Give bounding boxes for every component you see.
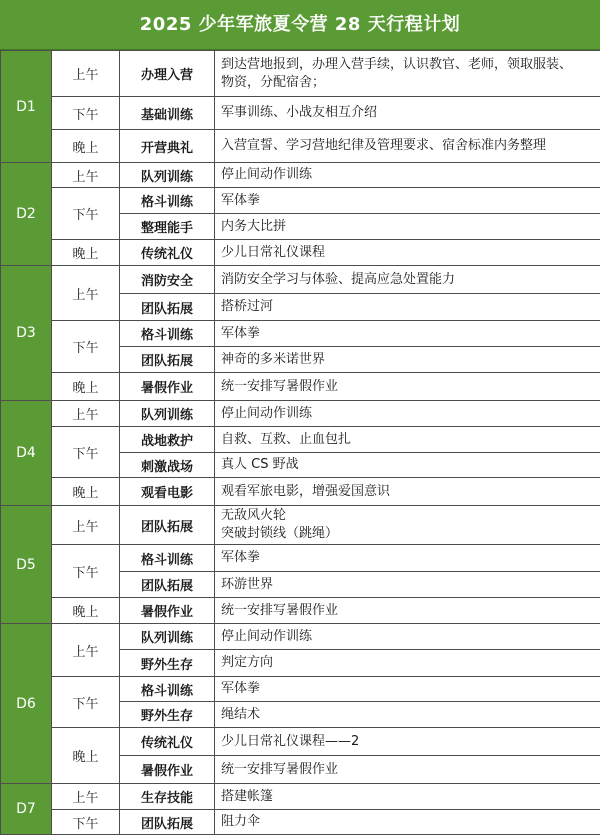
- day-label: D7: [1, 784, 52, 835]
- description-line: 入营宣誓、学习营地纪律及管理要求、宿舍标准内务整理: [221, 137, 596, 155]
- activity-description: [215, 97, 600, 130]
- table-row: [1, 373, 600, 401]
- description-line: 无敌风火轮: [221, 507, 596, 525]
- table-row: [1, 321, 600, 347]
- description-line: 军体拳: [221, 325, 596, 343]
- activity-description: [215, 427, 600, 453]
- activity-name: 暑假作业: [120, 598, 215, 624]
- period-label: 上午: [52, 506, 120, 545]
- activity-description: [215, 214, 600, 240]
- activity-description: [215, 130, 600, 163]
- period-label: 上午: [52, 51, 120, 97]
- description-line: 军体拳: [221, 192, 596, 210]
- day-label: D6: [1, 624, 52, 784]
- description-line: 真人 CS 野战: [221, 456, 596, 474]
- period-label: 下午: [52, 97, 120, 130]
- description-line: 内务大比拼: [221, 218, 596, 236]
- activity-name: 格斗训练: [120, 321, 215, 347]
- schedule-table: [0, 50, 600, 835]
- activity-description: [215, 702, 600, 728]
- activity-description: [215, 373, 600, 401]
- activity-name: 团队拓展: [120, 294, 215, 321]
- description-line: 自救、互救、止血包扎: [221, 431, 596, 449]
- schedule-body: [1, 51, 600, 835]
- description-line: 停止间动作训练: [221, 166, 596, 184]
- table-row: [1, 51, 600, 97]
- table-row: [1, 188, 600, 214]
- activity-description: [215, 545, 600, 572]
- table-row: [1, 478, 600, 506]
- activity-name: 基础训练: [120, 97, 215, 130]
- period-label: 晚上: [52, 728, 120, 784]
- activity-description: [215, 294, 600, 321]
- day-label: D2: [1, 163, 52, 266]
- table-row: [1, 810, 600, 835]
- table-row: [1, 624, 600, 650]
- activity-name: 生存技能: [120, 784, 215, 810]
- activity-name: 观看电影: [120, 478, 215, 506]
- activity-name: 开营典礼: [120, 130, 215, 163]
- table-row: [1, 728, 600, 756]
- activity-name: 格斗训练: [120, 188, 215, 214]
- period-label: 上午: [52, 266, 120, 321]
- table-row: [1, 97, 600, 130]
- activity-description: [215, 51, 600, 97]
- table-row: [1, 545, 600, 572]
- description-line: 军事训练、小战友相互介绍: [221, 104, 596, 122]
- activity-description: [215, 624, 600, 650]
- activity-name: 传统礼仪: [120, 728, 215, 756]
- activity-name: 队列训练: [120, 624, 215, 650]
- table-row: [1, 427, 600, 453]
- page-title: 2025 少年军旅夏令营 28 天行程计划: [0, 0, 600, 50]
- description-line: 统一安排写暑假作业: [221, 602, 596, 620]
- activity-description: [215, 401, 600, 427]
- activity-name: 队列训练: [120, 401, 215, 427]
- period-label: 上午: [52, 163, 120, 188]
- activity-name: 消防安全: [120, 266, 215, 294]
- table-row: [1, 784, 600, 810]
- description-line: 停止间动作训练: [221, 628, 596, 646]
- activity-description: [215, 756, 600, 784]
- table-row: [1, 130, 600, 163]
- period-label: 下午: [52, 677, 120, 728]
- activity-description: [215, 810, 600, 835]
- description-line: 突破封锁线（跳绳）: [221, 525, 596, 543]
- period-label: 下午: [52, 545, 120, 598]
- activity-description: [215, 650, 600, 677]
- description-line: 判定方向: [221, 654, 596, 672]
- activity-description: [215, 347, 600, 373]
- description-line: 搭建帐篷: [221, 788, 596, 806]
- activity-name: 团队拓展: [120, 347, 215, 373]
- activity-description: [215, 677, 600, 702]
- activity-name: 野外生存: [120, 702, 215, 728]
- description-line: 统一安排写暑假作业: [221, 378, 596, 396]
- activity-name: 团队拓展: [120, 506, 215, 545]
- table-row: [1, 266, 600, 294]
- period-label: 下午: [52, 427, 120, 478]
- activity-description: [215, 506, 600, 545]
- description-line: 到达营地报到，办理入营手续，认识教官、老师，领取服装、: [221, 56, 596, 74]
- activity-description: [215, 266, 600, 294]
- activity-name: 暑假作业: [120, 373, 215, 401]
- description-line: 神奇的多米诺世界: [221, 351, 596, 369]
- period-label: 上午: [52, 624, 120, 677]
- activity-description: [215, 784, 600, 810]
- activity-name: 暑假作业: [120, 756, 215, 784]
- description-line: 消防安全学习与体验、提高应急处置能力: [221, 271, 596, 289]
- table-row: [1, 401, 600, 427]
- activity-description: [215, 163, 600, 188]
- activity-name: 格斗训练: [120, 545, 215, 572]
- period-label: 上午: [52, 401, 120, 427]
- table-row: [1, 163, 600, 188]
- activity-name: 团队拓展: [120, 572, 215, 598]
- description-line: 统一安排写暑假作业: [221, 761, 596, 779]
- period-label: 下午: [52, 321, 120, 373]
- description-line: 阻力伞: [221, 813, 596, 831]
- description-line: 搭桥过河: [221, 298, 596, 316]
- period-label: 下午: [52, 810, 120, 835]
- day-label: D1: [1, 51, 52, 163]
- day-label: D3: [1, 266, 52, 401]
- table-row: [1, 598, 600, 624]
- description-line: 停止间动作训练: [221, 405, 596, 423]
- table-row: [1, 240, 600, 266]
- activity-name: 刺激战场: [120, 453, 215, 478]
- period-label: 上午: [52, 784, 120, 810]
- activity-name: 战地救护: [120, 427, 215, 453]
- activity-description: [215, 598, 600, 624]
- description-line: 观看军旅电影，增强爱国意识: [221, 483, 596, 501]
- activity-description: [215, 478, 600, 506]
- description-line: 物资，分配宿舍；: [221, 74, 596, 92]
- table-row: [1, 677, 600, 702]
- description-line: 军体拳: [221, 549, 596, 567]
- day-label: D4: [1, 401, 52, 506]
- activity-name: 传统礼仪: [120, 240, 215, 266]
- activity-name: 野外生存: [120, 650, 215, 677]
- activity-description: [215, 240, 600, 266]
- period-label: 晚上: [52, 130, 120, 163]
- activity-name: 团队拓展: [120, 810, 215, 835]
- activity-name: 整理能手: [120, 214, 215, 240]
- activity-description: [215, 728, 600, 756]
- activity-description: [215, 321, 600, 347]
- activity-description: [215, 188, 600, 214]
- activity-name: 格斗训练: [120, 677, 215, 702]
- day-label: D5: [1, 506, 52, 624]
- period-label: 下午: [52, 188, 120, 240]
- description-line: 军体拳: [221, 680, 596, 698]
- description-line: 少儿日常礼仪课程——2: [221, 733, 596, 751]
- activity-name: 办理入营: [120, 51, 215, 97]
- period-label: 晚上: [52, 373, 120, 401]
- description-line: 绳结术: [221, 706, 596, 724]
- description-line: 少儿日常礼仪课程: [221, 244, 596, 262]
- period-label: 晚上: [52, 598, 120, 624]
- activity-description: [215, 453, 600, 478]
- period-label: 晚上: [52, 478, 120, 506]
- period-label: 晚上: [52, 240, 120, 266]
- activity-name: 队列训练: [120, 163, 215, 188]
- table-row: [1, 506, 600, 545]
- description-line: 环游世界: [221, 576, 596, 594]
- activity-description: [215, 572, 600, 598]
